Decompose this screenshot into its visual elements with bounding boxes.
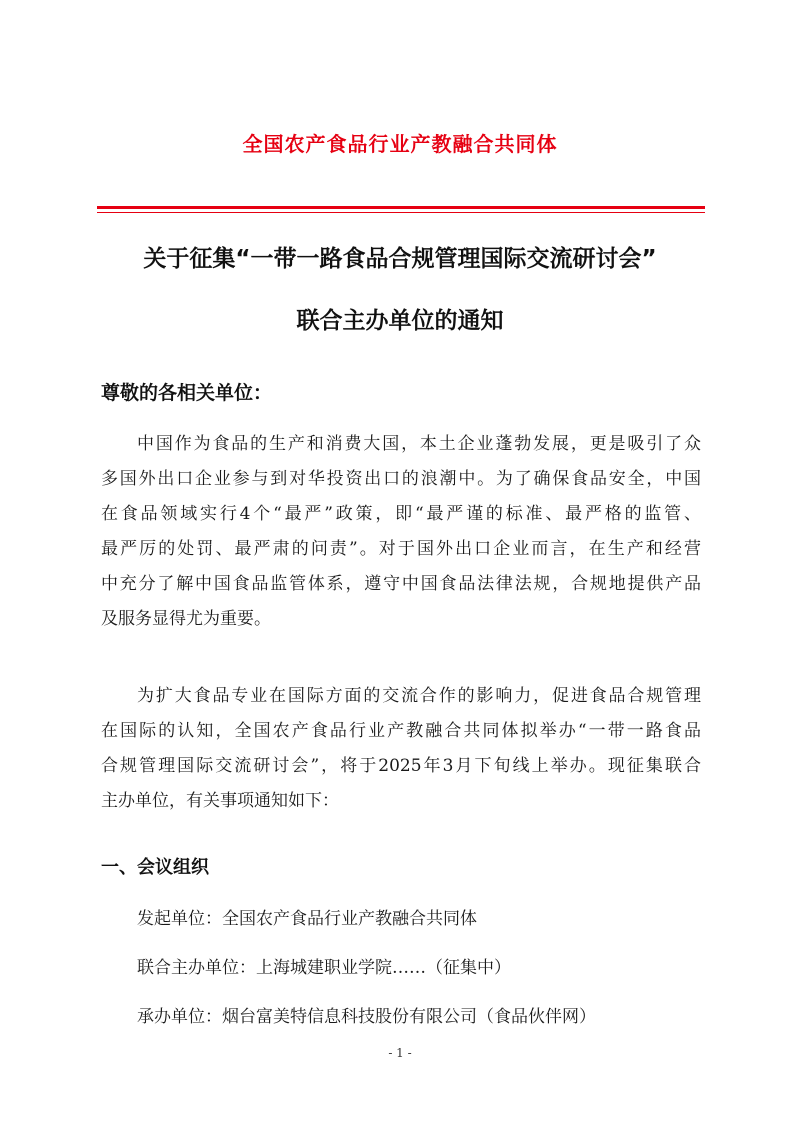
paragraph-line: 主办单位，有关事项通知如下： — [101, 791, 339, 811]
co-host-item: 联合主办单位：上海城建职业学院……（征集中） — [137, 958, 511, 978]
paragraph-line: 及服务显得尤为重要。 — [101, 609, 271, 629]
paragraph-line: 最严厉的处罚、最严肃的问责”。对于国外出口企业而言，在生产和经营 — [101, 539, 701, 559]
body-paragraph-2 — [101, 679, 701, 819]
undertaker-item: 承办单位：烟台富美特信息科技股份有限公司（食品伙伴网） — [137, 1007, 596, 1027]
body-paragraph-1 — [101, 427, 701, 637]
salutation: 尊敬的各相关单位： — [101, 382, 273, 404]
organizer-item: 发起单位：全国农产食品行业产教融合共同体 — [137, 909, 477, 929]
paragraph-line: 在国际的认知，全国农产食品行业产教融合共同体拟举办“一带一路食品 — [101, 721, 701, 741]
letterhead-divider-thick — [97, 206, 705, 209]
section-heading: 一、会议组织 — [101, 857, 209, 878]
org-letterhead: 全国农产食品行业产教融合共同体 — [242, 132, 558, 156]
letterhead-divider-thin — [97, 212, 705, 213]
paragraph-line: 中充分了解中国食品监管体系，遵守中国食品法律法规，合规地提供产品 — [101, 574, 701, 594]
paragraph-line: 为扩大食品专业在国际方面的交流合作的影响力，促进食品合规管理 — [137, 686, 701, 706]
page-number: - 1 - — [388, 1046, 412, 1060]
paragraph-line: 中国作为食品的生产和消费大国，本土企业蓬勃发展，更是吸引了众 — [137, 434, 701, 454]
paragraph-line: 合规管理国际交流研讨会”，将于2025年3月下旬线上举办。现征集联合 — [101, 756, 701, 776]
document-title-line-1: 关于征集“一带一路食品合规管理国际交流研讨会” — [143, 246, 657, 272]
document-title-line-2: 联合主办单位的通知 — [296, 308, 504, 334]
paragraph-line: 在食品领域实行4个“最严”政策，即“最严谨的标准、最严格的监管、 — [101, 504, 701, 524]
paragraph-line: 多国外出口企业参与到对华投资出口的浪潮中。为了确保食品安全，中国 — [101, 469, 701, 489]
